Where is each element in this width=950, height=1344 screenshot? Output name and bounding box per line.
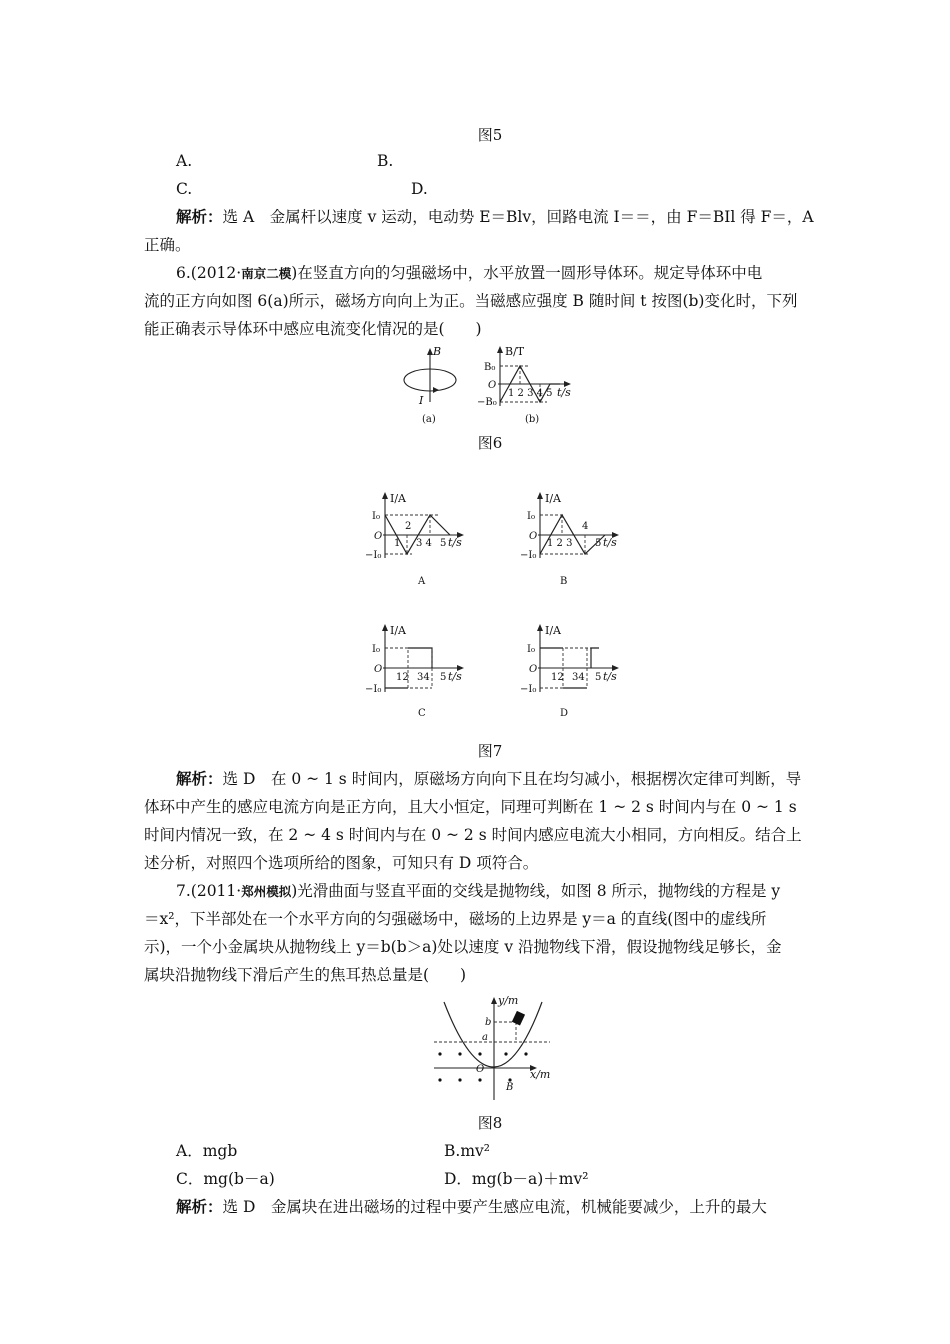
q5-solution-line-2: 正确。	[144, 236, 191, 254]
fig6b-tick-b0: B₀	[484, 362, 496, 373]
q7-option-c: C．mg(b－a)	[176, 1170, 275, 1188]
fig8-axis-y: y/m	[498, 994, 519, 1007]
fig7a-tick-i0: I₀	[372, 511, 380, 522]
fig6b-axis-x: t/s	[557, 386, 571, 399]
fig7c-origin: O	[374, 664, 383, 675]
q6-stem-line-1	[176, 262, 762, 285]
fig6b-axis-y: B/T	[505, 345, 525, 358]
fig8-caption: 图8	[477, 1114, 503, 1132]
fig7c-tick-neg-i0: −I₀	[365, 684, 382, 695]
q7-stem-line-1	[176, 880, 780, 903]
q5-solution-label: 解析：	[176, 207, 223, 226]
q7-option-d: D．mg(b－a)＋mv²	[444, 1170, 589, 1188]
fig7d-ticks-34: 34	[572, 672, 585, 683]
fig6a-label-i: I	[419, 394, 424, 407]
q6-stem-rest: )在竖直方向的匀强磁场中，水平放置一圆形导体环。规定导体环中电	[291, 264, 763, 282]
fig7b-label: B	[560, 576, 568, 587]
q6-solution-line-2: 体环中产生的感应电流方向是正方向，且大小恒定，同理可判断在 1 ~ 2 s 时间内与在 0 ~ 1 s	[144, 798, 797, 816]
q7-solution-label: 解析：	[176, 1197, 223, 1216]
fig7d-ticks-12: 12	[551, 672, 564, 683]
q5-option-b: B.	[377, 152, 394, 170]
fig7b-axis-y: I/A	[545, 492, 561, 505]
fig6-caption: 图6	[477, 434, 503, 452]
figure-6	[395, 342, 595, 428]
fig6b-caption: (b)	[525, 414, 540, 425]
fig5-caption: 图5	[477, 126, 503, 144]
q7-stem-line-4: 属块沿抛物线下滑后产生的焦耳热总量是( )	[144, 966, 467, 984]
q5-solution-text-1: 金属杆以速度 v 运动，电动势 E＝Blv，回路电流 I＝＝，由 F＝BIl 得 F＝，A	[269, 208, 814, 226]
fig7d-axis-y: I/A	[545, 624, 561, 637]
fig7c-label: C	[418, 708, 426, 719]
fig7c-axis-y: I/A	[390, 624, 406, 637]
fig7d-origin: O	[529, 664, 538, 675]
q7-solution-line-1	[176, 1196, 767, 1218]
fig8-label-b: b	[485, 1017, 492, 1028]
figure-7	[360, 488, 640, 738]
fig6b-tick-neg-b0: −B₀	[477, 397, 497, 408]
fig6b-graph	[477, 345, 571, 425]
q6-solution-choice: 选 D	[222, 770, 256, 788]
fig7a-tick-34: 3 4	[416, 538, 432, 549]
q6-solution-line-4: 述分析，对照四个选项所给的图象，可知只有 D 项符合。	[144, 854, 539, 872]
q6-stem-line-3: 能正确表示导体环中感应电流变化情况的是( )	[144, 320, 482, 338]
fig7a-label: A	[418, 576, 426, 587]
fig7a-origin: O	[374, 531, 383, 542]
figure-8	[430, 992, 570, 1104]
fig7a-tick-2: 2	[405, 521, 412, 532]
q7-source: 郑州模拟	[241, 884, 292, 899]
q6-solution-line-3: 时间内情况一致，在 2 ~ 4 s 时间内与在 0 ~ 2 s 时间内感应电流大小相同，方向相反。结合上	[144, 826, 802, 844]
fig7-caption: 图7	[477, 742, 503, 760]
q5-solution-line-1	[176, 206, 814, 228]
fig7a-tick-neg-i0: −I₀	[365, 550, 382, 561]
fig7-graph-c	[365, 624, 464, 719]
fig7-graph-a	[365, 492, 464, 587]
q7-stem-line-3: 示)，一个小金属块从抛物线上 y＝b(b＞a)处以速度 v 沿抛物线下滑，假设抛物线足够长，金	[144, 938, 782, 956]
q7-stem-rest: )光滑曲面与竖直平面的交线是抛物线，如图 8 所示，抛物线的方程是 y	[291, 882, 781, 900]
q7-option-b: B.mv²	[444, 1142, 490, 1160]
q7-number: 7.(2011·	[176, 882, 242, 900]
q6-solution-label: 解析：	[176, 769, 223, 788]
fig7c-ticks-12: 12	[396, 672, 409, 683]
q6-source: 南京二模	[241, 266, 292, 281]
fig8-axis-x: x/m	[530, 1068, 551, 1081]
fig8-label-a: a	[482, 1032, 488, 1043]
q5-solution-choice: 选 A	[222, 208, 255, 226]
fig6a-caption: (a)	[422, 414, 436, 425]
fig7d-label: D	[560, 708, 569, 719]
fig7b-tick-4: 4	[582, 521, 589, 532]
q6-stem-line-2: 流的正方向如图 6(a)所示，磁场方向向上为正。当磁感应强度 B 随时间 t 按图(b)变化时，下列	[144, 292, 798, 310]
q6-number: 6.(2012·	[176, 264, 242, 282]
fig7b-ticks-123: 1 2 3	[547, 538, 573, 549]
fig7a-tick-1: 1	[394, 538, 401, 549]
fig7c-tick-i0: I₀	[372, 644, 380, 655]
fig7c-ticks-34: 34	[417, 672, 430, 683]
fig7d-tick-neg-i0: −I₀	[520, 684, 537, 695]
fig7c-axis-x: t/s	[448, 670, 462, 683]
fig8-label-field: B	[506, 1082, 514, 1093]
q7-option-a: A．mgb	[176, 1142, 238, 1160]
q7-solution-choice: 选 D	[222, 1198, 256, 1216]
fig7d-tick-5: 5	[595, 672, 602, 683]
fig6b-ticks: 1 2 3 4 5	[508, 388, 553, 399]
fig6b-origin: O	[488, 380, 497, 391]
q6-solution-line-1	[176, 768, 801, 790]
fig8-origin: O	[476, 1064, 485, 1075]
fig7a-axis-y: I/A	[390, 492, 406, 505]
q5-option-c: C.	[176, 180, 193, 198]
q5-option-d: D.	[411, 180, 428, 198]
fig6a-label-b: B	[433, 345, 442, 358]
q7-stem-line-2: ＝x²，下半部处在一个水平方向的匀强磁场中，磁场的上边界是 y＝a 的直线(图中的虚线所	[144, 910, 767, 928]
fig7b-tick-neg-i0: −I₀	[520, 550, 537, 561]
fig7d-axis-x: t/s	[603, 670, 617, 683]
fig7d-tick-i0: I₀	[527, 644, 535, 655]
q5-option-a: A.	[176, 152, 193, 170]
fig7-graph-b	[520, 492, 619, 587]
fig7a-axis-x: t/s	[448, 536, 462, 549]
fig7a-tick-5: 5	[440, 538, 447, 549]
fig7b-tick-i0: I₀	[527, 511, 535, 522]
fig7b-tick-5: 5	[595, 538, 602, 549]
q6-solution-text-1: 在 0 ~ 1 s 时间内，原磁场方向向下且在均匀减小，根据楞次定律可判断，导	[270, 770, 802, 788]
q7-solution-text-1: 金属块在进出磁场的过程中要产生感应电流，机械能要减少，上升的最大	[270, 1198, 767, 1216]
fig7-graph-d	[520, 624, 619, 719]
fig6a-ring-diagram	[404, 345, 456, 425]
fig7b-axis-x: t/s	[603, 536, 617, 549]
fig7c-tick-5: 5	[440, 672, 447, 683]
fig7b-origin: O	[529, 531, 538, 542]
